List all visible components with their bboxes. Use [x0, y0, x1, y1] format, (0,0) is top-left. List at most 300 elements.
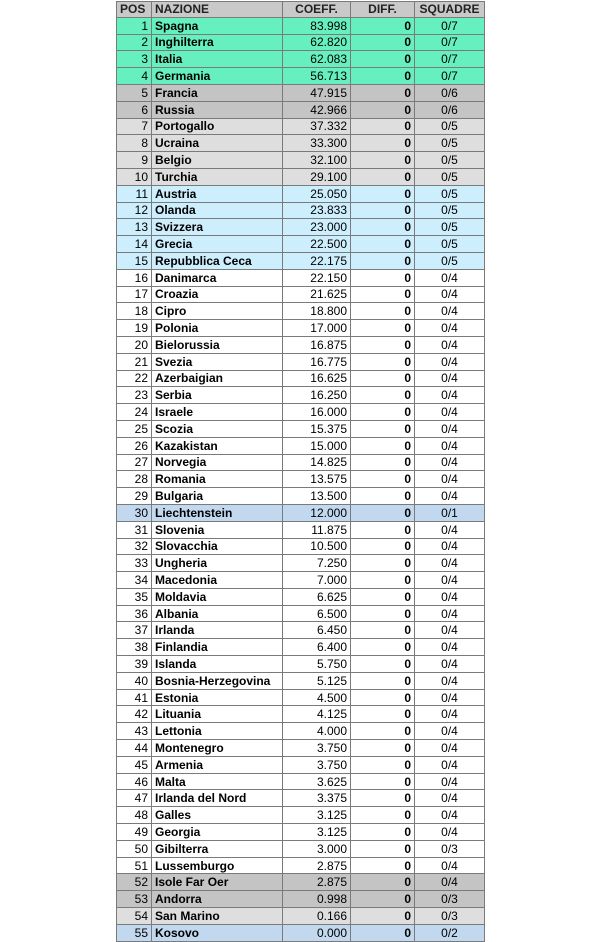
squads-cell: 0/4 [415, 605, 485, 622]
nation-cell: Cipro [152, 303, 283, 320]
pos-cell: 52 [117, 874, 152, 891]
table-row [117, 488, 485, 505]
table-row [117, 404, 485, 421]
squads-cell: 0/7 [415, 68, 485, 85]
table-row [117, 336, 485, 353]
pos-cell: 32 [117, 538, 152, 555]
coeff-cell: 7.000 [283, 572, 351, 589]
squads-cell: 0/4 [415, 723, 485, 740]
squads-cell: 0/7 [415, 34, 485, 51]
squads-cell: 0/4 [415, 471, 485, 488]
nation-cell: Svizzera [152, 219, 283, 236]
pos-cell: 37 [117, 622, 152, 639]
ranking-table [116, 1, 485, 942]
pos-cell: 31 [117, 521, 152, 538]
diff-cell: 0 [351, 437, 415, 454]
squads-cell: 0/4 [415, 454, 485, 471]
diff-cell: 0 [351, 236, 415, 253]
coeff-cell: 29.100 [283, 168, 351, 185]
squads-cell: 0/4 [415, 387, 485, 404]
coeff-cell: 16.250 [283, 387, 351, 404]
pos-cell: 39 [117, 656, 152, 673]
diff-cell: 0 [351, 252, 415, 269]
coeff-cell: 4.500 [283, 689, 351, 706]
pos-cell: 13 [117, 219, 152, 236]
nation-cell: Slovenia [152, 521, 283, 538]
table-row [117, 370, 485, 387]
pos-cell: 20 [117, 336, 152, 353]
pos-cell: 15 [117, 252, 152, 269]
nation-cell: Ucraina [152, 135, 283, 152]
coeff-cell: 0.166 [283, 908, 351, 925]
squads-cell: 0/4 [415, 706, 485, 723]
table-row [117, 538, 485, 555]
diff-cell: 0 [351, 185, 415, 202]
nation-cell: Inghilterra [152, 34, 283, 51]
coeff-cell: 3.125 [283, 807, 351, 824]
nation-cell: Spagna [152, 17, 283, 34]
header-coeff: COEFF. [283, 2, 351, 18]
squads-cell: 0/4 [415, 370, 485, 387]
coeff-cell: 10.500 [283, 538, 351, 555]
nation-cell: Lituania [152, 706, 283, 723]
table-row [117, 135, 485, 152]
nation-cell: Estonia [152, 689, 283, 706]
squads-cell: 0/4 [415, 521, 485, 538]
table-row [117, 672, 485, 689]
table-row [117, 252, 485, 269]
pos-cell: 48 [117, 807, 152, 824]
table-row [117, 689, 485, 706]
squads-cell: 0/5 [415, 152, 485, 169]
table-row [117, 588, 485, 605]
pos-cell: 45 [117, 756, 152, 773]
squads-cell: 0/4 [415, 588, 485, 605]
header-nation: NAZIONE [152, 2, 283, 18]
squads-cell: 0/4 [415, 488, 485, 505]
diff-cell: 0 [351, 538, 415, 555]
pos-cell: 21 [117, 353, 152, 370]
diff-cell: 0 [351, 303, 415, 320]
squads-cell: 0/4 [415, 740, 485, 757]
nation-cell: Bielorussia [152, 336, 283, 353]
diff-cell: 0 [351, 118, 415, 135]
diff-cell: 0 [351, 924, 415, 941]
squads-cell: 0/7 [415, 51, 485, 68]
pos-cell: 14 [117, 236, 152, 253]
pos-cell: 8 [117, 135, 152, 152]
table-body [117, 17, 485, 941]
coeff-cell: 3.750 [283, 756, 351, 773]
pos-cell: 34 [117, 572, 152, 589]
squads-cell: 0/4 [415, 320, 485, 337]
squads-cell: 0/4 [415, 303, 485, 320]
diff-cell: 0 [351, 219, 415, 236]
squads-cell: 0/4 [415, 689, 485, 706]
diff-cell: 0 [351, 706, 415, 723]
diff-cell: 0 [351, 135, 415, 152]
pos-cell: 12 [117, 202, 152, 219]
diff-cell: 0 [351, 51, 415, 68]
coeff-cell: 11.875 [283, 521, 351, 538]
nation-cell: Italia [152, 51, 283, 68]
diff-cell: 0 [351, 891, 415, 908]
coeff-cell: 42.966 [283, 101, 351, 118]
pos-cell: 30 [117, 504, 152, 521]
diff-cell: 0 [351, 84, 415, 101]
squads-cell: 0/7 [415, 17, 485, 34]
pos-cell: 17 [117, 286, 152, 303]
nation-cell: Bosnia-Herzegovina [152, 672, 283, 689]
squads-cell: 0/4 [415, 555, 485, 572]
diff-cell: 0 [351, 370, 415, 387]
diff-cell: 0 [351, 17, 415, 34]
table-row [117, 908, 485, 925]
pos-cell: 43 [117, 723, 152, 740]
diff-cell: 0 [351, 588, 415, 605]
squads-cell: 0/5 [415, 168, 485, 185]
pos-cell: 1 [117, 17, 152, 34]
coeff-cell: 3.375 [283, 790, 351, 807]
table-row [117, 555, 485, 572]
pos-cell: 5 [117, 84, 152, 101]
pos-cell: 10 [117, 168, 152, 185]
diff-cell: 0 [351, 286, 415, 303]
table-row [117, 437, 485, 454]
table-row [117, 269, 485, 286]
coeff-cell: 62.820 [283, 34, 351, 51]
nation-cell: Finlandia [152, 639, 283, 656]
diff-cell: 0 [351, 689, 415, 706]
squads-cell: 0/6 [415, 101, 485, 118]
nation-cell: Azerbaigian [152, 370, 283, 387]
table-row [117, 521, 485, 538]
table-row [117, 572, 485, 589]
squads-cell: 0/4 [415, 538, 485, 555]
nation-cell: Repubblica Ceca [152, 252, 283, 269]
diff-cell: 0 [351, 723, 415, 740]
diff-cell: 0 [351, 521, 415, 538]
coeff-cell: 6.400 [283, 639, 351, 656]
table-row [117, 51, 485, 68]
coeff-cell: 3.125 [283, 824, 351, 841]
table-row [117, 84, 485, 101]
coeff-cell: 16.875 [283, 336, 351, 353]
squads-cell: 0/5 [415, 202, 485, 219]
diff-cell: 0 [351, 336, 415, 353]
table-row [117, 622, 485, 639]
squads-cell: 0/5 [415, 135, 485, 152]
coeff-cell: 13.575 [283, 471, 351, 488]
nation-cell: Islanda [152, 656, 283, 673]
table-row [117, 286, 485, 303]
nation-cell: Irlanda [152, 622, 283, 639]
coeff-cell: 16.625 [283, 370, 351, 387]
table-row [117, 17, 485, 34]
coeff-cell: 5.750 [283, 656, 351, 673]
table-row [117, 857, 485, 874]
nation-cell: Lettonia [152, 723, 283, 740]
table-row [117, 219, 485, 236]
table-row [117, 471, 485, 488]
squads-cell: 0/5 [415, 219, 485, 236]
diff-cell: 0 [351, 740, 415, 757]
table-row [117, 924, 485, 941]
diff-cell: 0 [351, 68, 415, 85]
coeff-cell: 14.825 [283, 454, 351, 471]
coeff-cell: 2.875 [283, 874, 351, 891]
squads-cell: 0/4 [415, 437, 485, 454]
coeff-cell: 15.000 [283, 437, 351, 454]
pos-cell: 46 [117, 773, 152, 790]
pos-cell: 33 [117, 555, 152, 572]
pos-cell: 19 [117, 320, 152, 337]
squads-cell: 0/4 [415, 756, 485, 773]
table-row [117, 723, 485, 740]
pos-cell: 22 [117, 370, 152, 387]
squads-cell: 0/4 [415, 790, 485, 807]
coeff-cell: 16.775 [283, 353, 351, 370]
coeff-cell: 37.332 [283, 118, 351, 135]
pos-cell: 23 [117, 387, 152, 404]
nation-cell: Isole Far Oer [152, 874, 283, 891]
table-row [117, 236, 485, 253]
table-row [117, 202, 485, 219]
nation-cell: Albania [152, 605, 283, 622]
squads-cell: 0/4 [415, 639, 485, 656]
pos-cell: 16 [117, 269, 152, 286]
diff-cell: 0 [351, 555, 415, 572]
table-row [117, 454, 485, 471]
nation-cell: Israele [152, 404, 283, 421]
coeff-cell: 5.125 [283, 672, 351, 689]
nation-cell: Andorra [152, 891, 283, 908]
header-pos: POS [117, 2, 152, 18]
squads-cell: 0/4 [415, 622, 485, 639]
header-diff: DIFF. [351, 2, 415, 18]
diff-cell: 0 [351, 454, 415, 471]
diff-cell: 0 [351, 504, 415, 521]
coeff-cell: 25.050 [283, 185, 351, 202]
coeff-cell: 22.175 [283, 252, 351, 269]
pos-cell: 54 [117, 908, 152, 925]
pos-cell: 25 [117, 420, 152, 437]
diff-cell: 0 [351, 353, 415, 370]
diff-cell: 0 [351, 269, 415, 286]
nation-cell: Kosovo [152, 924, 283, 941]
coeff-cell: 22.150 [283, 269, 351, 286]
coeff-cell: 18.800 [283, 303, 351, 320]
coeff-cell: 83.998 [283, 17, 351, 34]
coeff-cell: 0.000 [283, 924, 351, 941]
table-row [117, 353, 485, 370]
pos-cell: 2 [117, 34, 152, 51]
table-row [117, 706, 485, 723]
table-row [117, 185, 485, 202]
nation-cell: Armenia [152, 756, 283, 773]
diff-cell: 0 [351, 34, 415, 51]
diff-cell: 0 [351, 639, 415, 656]
coeff-cell: 12.000 [283, 504, 351, 521]
coeff-cell: 23.833 [283, 202, 351, 219]
diff-cell: 0 [351, 790, 415, 807]
table-row [117, 639, 485, 656]
squads-cell: 0/4 [415, 807, 485, 824]
table-row [117, 874, 485, 891]
diff-cell: 0 [351, 874, 415, 891]
nation-cell: Russia [152, 101, 283, 118]
pos-cell: 38 [117, 639, 152, 656]
coeff-cell: 6.500 [283, 605, 351, 622]
nation-cell: Serbia [152, 387, 283, 404]
coeff-cell: 16.000 [283, 404, 351, 421]
coeff-cell: 23.000 [283, 219, 351, 236]
nation-cell: Malta [152, 773, 283, 790]
diff-cell: 0 [351, 773, 415, 790]
nation-cell: Turchia [152, 168, 283, 185]
nation-cell: Kazakistan [152, 437, 283, 454]
pos-cell: 6 [117, 101, 152, 118]
nation-cell: Germania [152, 68, 283, 85]
pos-cell: 26 [117, 437, 152, 454]
diff-cell: 0 [351, 656, 415, 673]
squads-cell: 0/4 [415, 336, 485, 353]
coeff-cell: 47.915 [283, 84, 351, 101]
nation-cell: Norvegia [152, 454, 283, 471]
table-row [117, 891, 485, 908]
squads-cell: 0/1 [415, 504, 485, 521]
diff-cell: 0 [351, 572, 415, 589]
table-row [117, 605, 485, 622]
squads-cell: 0/4 [415, 656, 485, 673]
nation-cell: Romania [152, 471, 283, 488]
table-row [117, 824, 485, 841]
diff-cell: 0 [351, 857, 415, 874]
squads-cell: 0/4 [415, 286, 485, 303]
squads-cell: 0/4 [415, 773, 485, 790]
coeff-cell: 3.000 [283, 840, 351, 857]
header-row [117, 2, 485, 18]
table-row [117, 101, 485, 118]
coeff-cell: 6.450 [283, 622, 351, 639]
squads-cell: 0/4 [415, 269, 485, 286]
table-row [117, 34, 485, 51]
pos-cell: 24 [117, 404, 152, 421]
coeff-cell: 21.625 [283, 286, 351, 303]
diff-cell: 0 [351, 605, 415, 622]
pos-cell: 27 [117, 454, 152, 471]
diff-cell: 0 [351, 420, 415, 437]
squads-cell: 0/4 [415, 857, 485, 874]
diff-cell: 0 [351, 672, 415, 689]
coeff-cell: 0.998 [283, 891, 351, 908]
diff-cell: 0 [351, 387, 415, 404]
table-row [117, 773, 485, 790]
nation-cell: Montenegro [152, 740, 283, 757]
nation-cell: Liechtenstein [152, 504, 283, 521]
pos-cell: 35 [117, 588, 152, 605]
squads-cell: 0/5 [415, 118, 485, 135]
squads-cell: 0/6 [415, 84, 485, 101]
squads-cell: 0/4 [415, 572, 485, 589]
pos-cell: 40 [117, 672, 152, 689]
diff-cell: 0 [351, 152, 415, 169]
nation-cell: Ungheria [152, 555, 283, 572]
nation-cell: Galles [152, 807, 283, 824]
diff-cell: 0 [351, 320, 415, 337]
squads-cell: 0/3 [415, 908, 485, 925]
pos-cell: 4 [117, 68, 152, 85]
nation-cell: Lussemburgo [152, 857, 283, 874]
pos-cell: 29 [117, 488, 152, 505]
pos-cell: 36 [117, 605, 152, 622]
nation-cell: Macedonia [152, 572, 283, 589]
diff-cell: 0 [351, 404, 415, 421]
table-row [117, 504, 485, 521]
squads-cell: 0/3 [415, 840, 485, 857]
pos-cell: 41 [117, 689, 152, 706]
nation-cell: Polonia [152, 320, 283, 337]
nation-cell: Georgia [152, 824, 283, 841]
pos-cell: 50 [117, 840, 152, 857]
table-row [117, 168, 485, 185]
table-row [117, 303, 485, 320]
pos-cell: 53 [117, 891, 152, 908]
table-row [117, 118, 485, 135]
table-row [117, 320, 485, 337]
table-row [117, 152, 485, 169]
table-row [117, 790, 485, 807]
table-row [117, 840, 485, 857]
diff-cell: 0 [351, 908, 415, 925]
pos-cell: 47 [117, 790, 152, 807]
table-row [117, 387, 485, 404]
nation-cell: Portogallo [152, 118, 283, 135]
pos-cell: 42 [117, 706, 152, 723]
diff-cell: 0 [351, 756, 415, 773]
coeff-cell: 4.125 [283, 706, 351, 723]
nation-cell: Scozia [152, 420, 283, 437]
nation-cell: Francia [152, 84, 283, 101]
coeff-cell: 32.100 [283, 152, 351, 169]
pos-cell: 44 [117, 740, 152, 757]
squads-cell: 0/4 [415, 672, 485, 689]
squads-cell: 0/4 [415, 353, 485, 370]
diff-cell: 0 [351, 101, 415, 118]
squads-cell: 0/3 [415, 891, 485, 908]
squads-cell: 0/4 [415, 824, 485, 841]
nation-cell: Olanda [152, 202, 283, 219]
squads-cell: 0/4 [415, 404, 485, 421]
pos-cell: 3 [117, 51, 152, 68]
nation-cell: Croazia [152, 286, 283, 303]
table-row [117, 420, 485, 437]
table-row [117, 656, 485, 673]
diff-cell: 0 [351, 840, 415, 857]
coeff-cell: 22.500 [283, 236, 351, 253]
pos-cell: 9 [117, 152, 152, 169]
squads-cell: 0/5 [415, 236, 485, 253]
nation-cell: Belgio [152, 152, 283, 169]
diff-cell: 0 [351, 202, 415, 219]
pos-cell: 49 [117, 824, 152, 841]
coeff-cell: 3.750 [283, 740, 351, 757]
table-row [117, 740, 485, 757]
diff-cell: 0 [351, 168, 415, 185]
coeff-cell: 15.375 [283, 420, 351, 437]
nation-cell: Moldavia [152, 588, 283, 605]
diff-cell: 0 [351, 622, 415, 639]
